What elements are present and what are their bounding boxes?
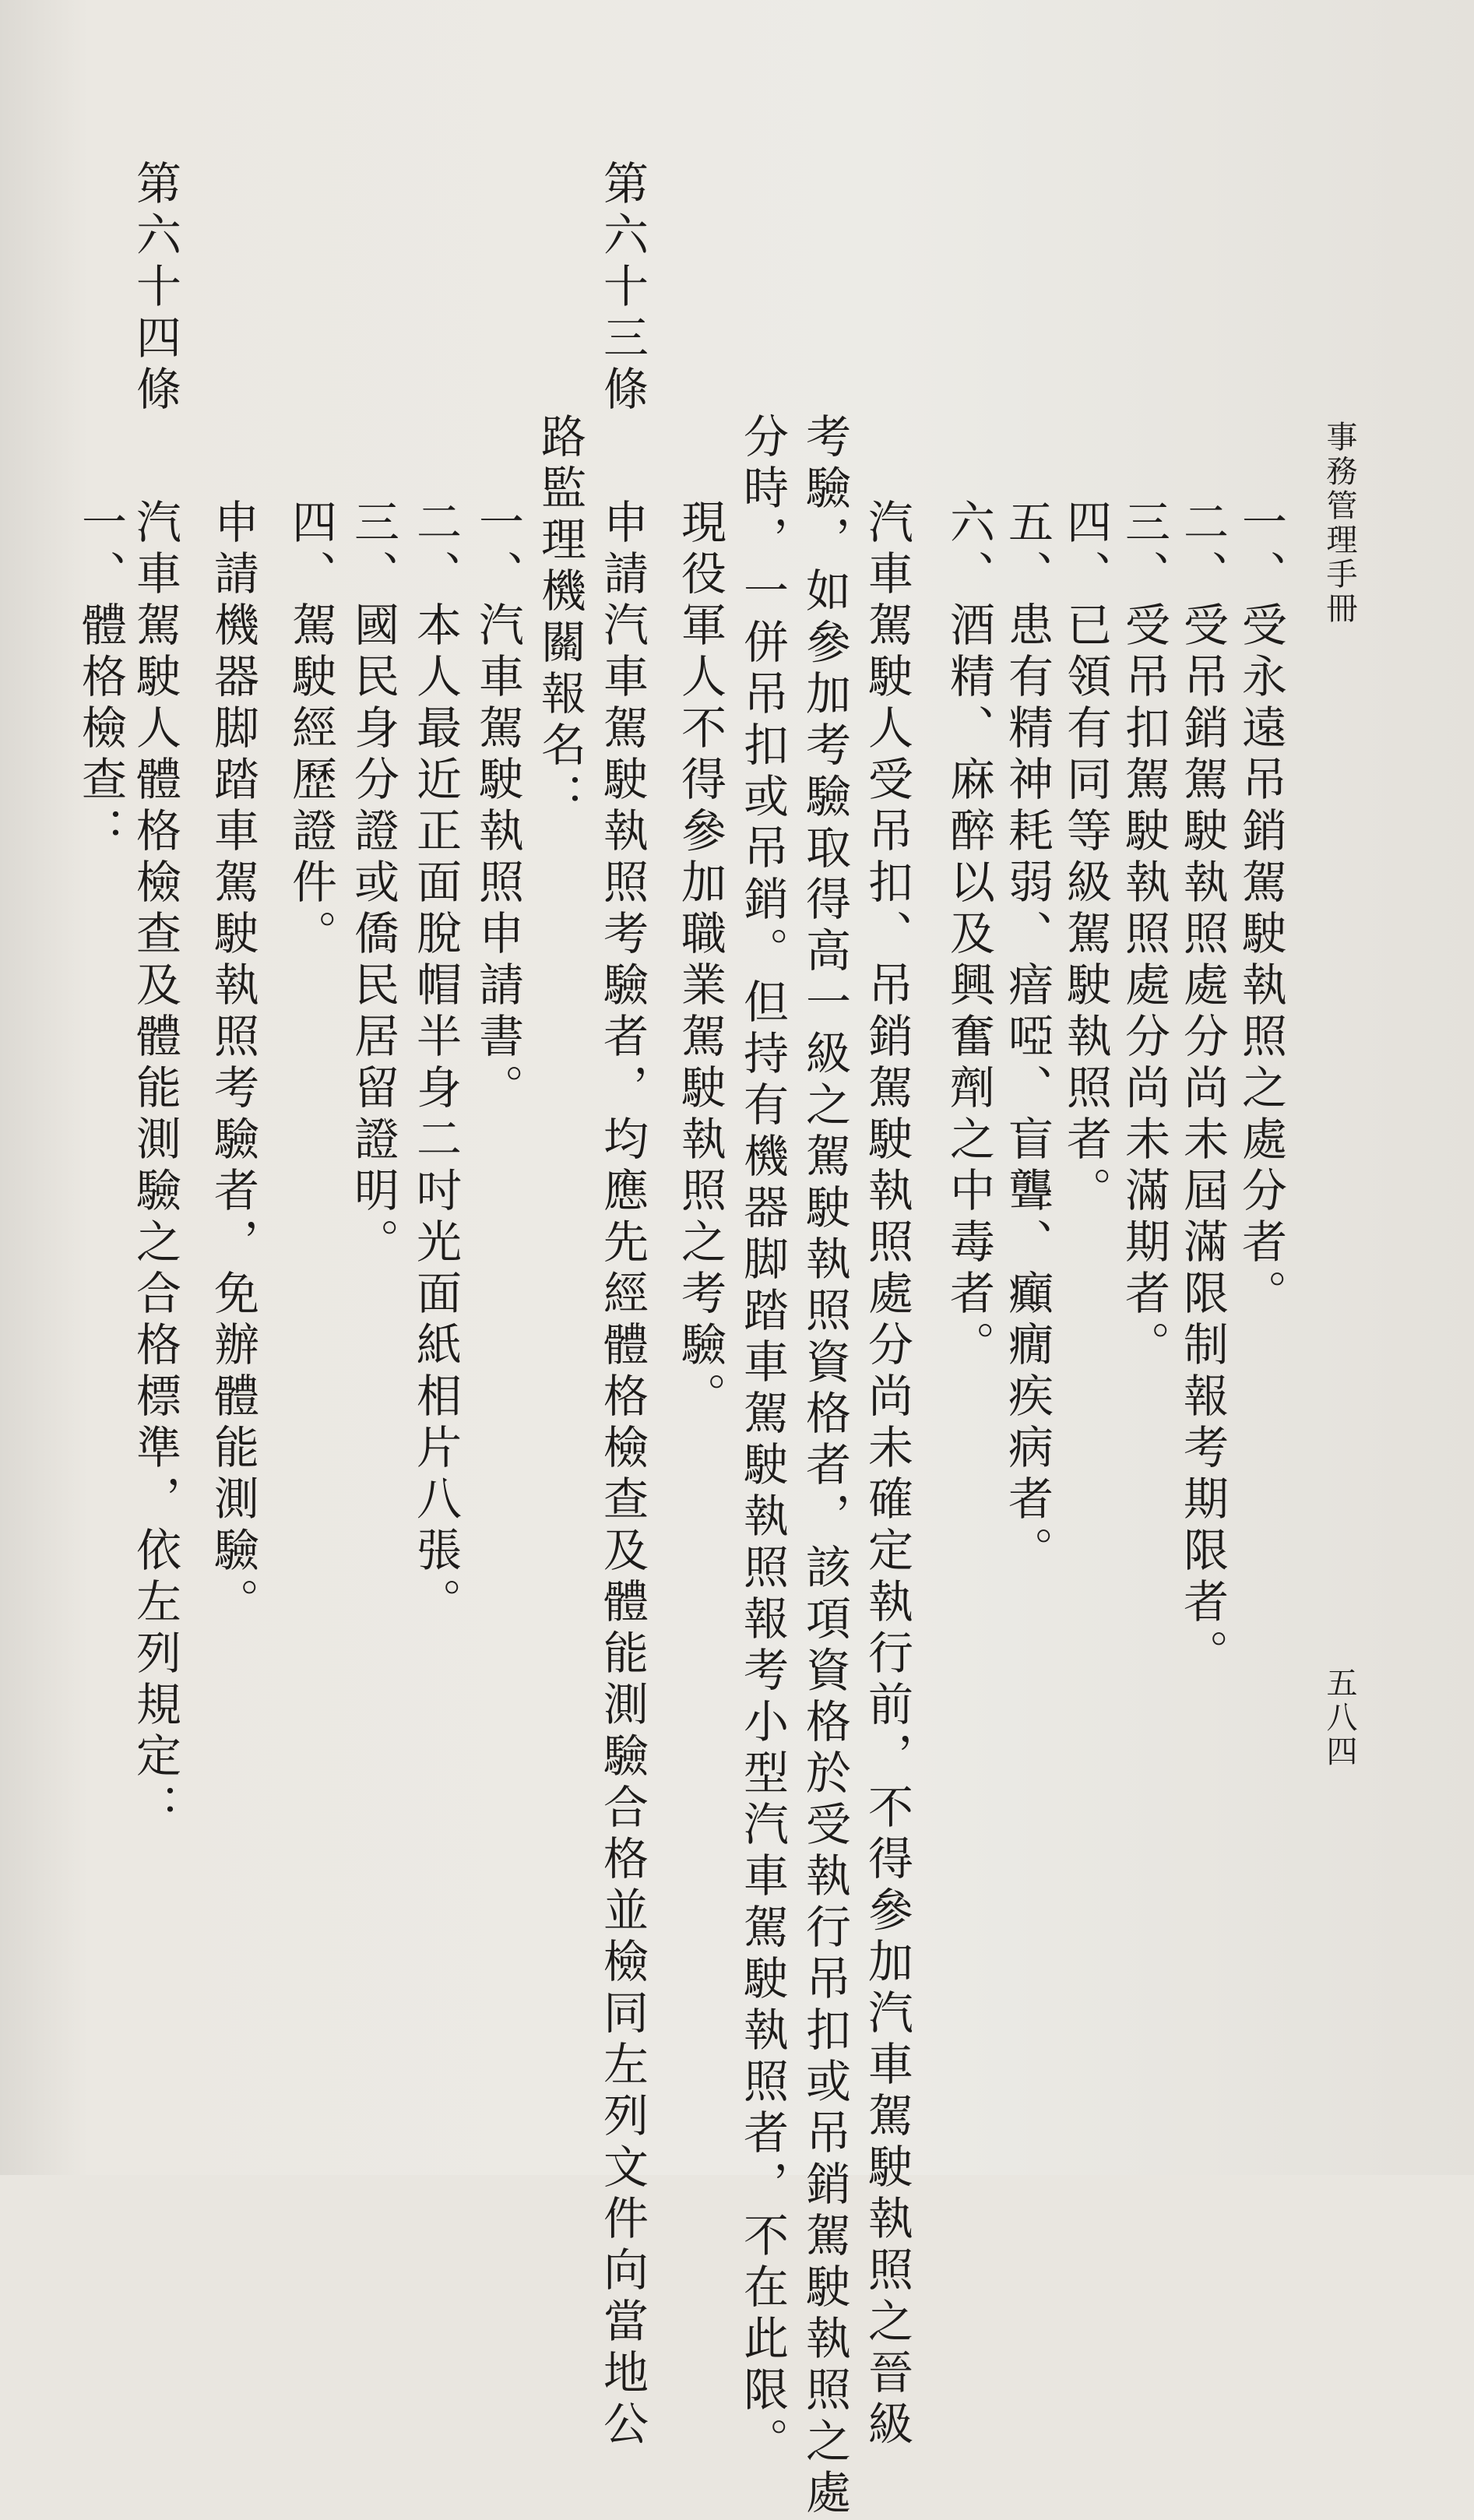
text-column-19: 一、體格檢查： bbox=[74, 498, 127, 858]
text-column-3: 三、受吊扣駕駛執照處分尚未滿期者。 bbox=[1117, 498, 1170, 1372]
text-column-5: 五、患有精神耗弱、瘖啞、盲聾、癲癇疾病者。 bbox=[1001, 498, 1054, 1578]
text-column-2: 二、受吊銷駕駛執照處分尚未屆滿限制報考期限者。 bbox=[1176, 498, 1229, 1681]
text-column-12: 路監理機關報名： bbox=[533, 413, 586, 824]
text-column-4: 四、已領有同等級駕駛執照者。 bbox=[1059, 498, 1112, 1218]
article-64-heading: 第六十四條 bbox=[128, 160, 181, 417]
text-column-7: 汽車駕駛人受吊扣、吊銷駕駛執照處分尚未確定執行前，不得參加汽車駕駛執照之晉級 bbox=[860, 498, 913, 2451]
text-column-18: 汽車駕駛人體格檢查及體能測驗之合格標準，依左列規定： bbox=[128, 498, 181, 1835]
text-column-11: 申請汽車駕駛執照考驗者，均應先經體格檢查及體能測驗合格並檢同左列文件向當地公 bbox=[596, 498, 649, 2451]
text-column-17: 申請機器脚踏車駕駛執照考驗者，免辦體能測驗。 bbox=[206, 498, 259, 1629]
text-column-1: 一、受永遠吊銷駕駛執照之處分者。 bbox=[1234, 498, 1287, 1321]
text-column-9: 分時，一併吊扣或吊銷。但持有機器脚踏車駕駛執照報考小型汽車駕駛執照者，不在此限。 bbox=[736, 413, 789, 2469]
text-column-6: 六、酒精、麻醉以及興奮劑之中毒者。 bbox=[942, 498, 995, 1372]
text-column-15: 三、國民身分證或僑民居留證明。 bbox=[347, 498, 399, 1269]
text-column-14: 二、本人最近正面脫帽半身二吋光面紙相片八張。 bbox=[409, 498, 462, 1629]
text-column-8: 考驗，如參加考驗取得高一級之駕駛執照資格者，該項資格於受執行吊扣或吊銷駕駛執照之處 bbox=[798, 413, 851, 2520]
article-63-heading: 第六十三條 bbox=[596, 160, 649, 417]
text-column-16: 四、駕駛經歷證件。 bbox=[284, 498, 337, 961]
text-column-13: 一、汽車駕駛執照申請書。 bbox=[471, 498, 524, 1115]
text-column-10: 現役軍人不得參加職業駕駛執照之考驗。 bbox=[674, 498, 726, 1424]
book-title: 事務管理手冊 bbox=[1321, 421, 1357, 626]
page-number: 五八四 bbox=[1321, 1667, 1357, 1769]
